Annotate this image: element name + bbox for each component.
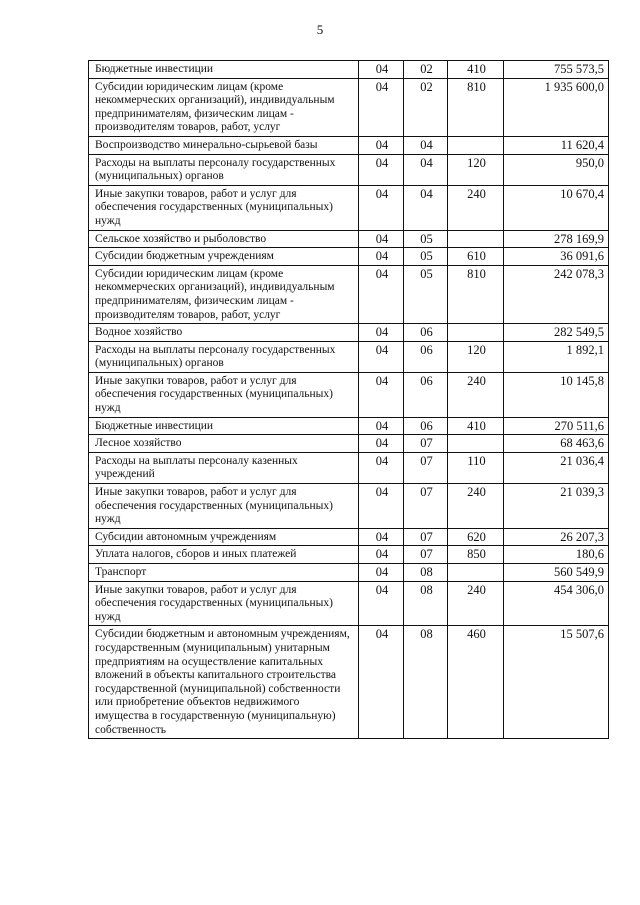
row-subsection-code-cell: 06 <box>404 417 448 435</box>
table-row <box>89 185 609 230</box>
row-amount-cell: 242 078,3 <box>504 265 609 323</box>
row-amount-cell: 282 549,5 <box>504 324 609 342</box>
table-row <box>89 452 609 483</box>
row-amount-cell: 180,6 <box>504 546 609 564</box>
row-subsection-code-cell: 08 <box>404 626 448 739</box>
row-expense-type-cell: 810 <box>448 265 504 323</box>
row-section-code-cell: 04 <box>359 372 404 417</box>
row-amount-cell: 755 573,5 <box>504 61 609 79</box>
row-expense-type-cell: 110 <box>448 452 504 483</box>
row-name-cell: Субсидии юридическим лицам (кроме некоммерческих организаций), индивидуальным предпринимателям, физическим лицам - производителям товаров, работ, услуг <box>89 265 359 323</box>
row-section-code-cell: 04 <box>359 265 404 323</box>
row-section-code-cell: 04 <box>359 78 404 136</box>
row-expense-type-cell: 610 <box>448 248 504 266</box>
row-expense-type-cell: 120 <box>448 341 504 372</box>
row-name-cell: Уплата налогов, сборов и иных платежей <box>89 546 359 564</box>
row-subsection-code-cell: 08 <box>404 581 448 626</box>
row-section-code-cell: 04 <box>359 136 404 154</box>
row-amount-cell: 950,0 <box>504 154 609 185</box>
row-amount-cell: 36 091,6 <box>504 248 609 266</box>
row-name-cell: Бюджетные инвестиции <box>89 61 359 79</box>
row-name-cell: Субсидии юридическим лицам (кроме некоммерческих организаций), индивидуальным предпринимателям, физическим лицам - производителям товаров, работ, услуг <box>89 78 359 136</box>
row-name-cell: Водное хозяйство <box>89 324 359 342</box>
table-row <box>89 248 609 266</box>
row-expense-type-cell: 410 <box>448 61 504 79</box>
table-row <box>89 546 609 564</box>
row-section-code-cell: 04 <box>359 230 404 248</box>
row-name-cell: Бюджетные инвестиции <box>89 417 359 435</box>
row-expense-type-cell <box>448 230 504 248</box>
row-expense-type-cell: 240 <box>448 581 504 626</box>
row-section-code-cell: 04 <box>359 185 404 230</box>
table-row <box>89 341 609 372</box>
row-amount-cell: 26 207,3 <box>504 528 609 546</box>
row-subsection-code-cell: 08 <box>404 564 448 582</box>
row-subsection-code-cell: 07 <box>404 435 448 453</box>
table-row <box>89 324 609 342</box>
row-amount-cell: 11 620,4 <box>504 136 609 154</box>
row-subsection-code-cell: 06 <box>404 372 448 417</box>
row-amount-cell: 454 306,0 <box>504 581 609 626</box>
table-row <box>89 564 609 582</box>
row-name-cell: Транспорт <box>89 564 359 582</box>
row-section-code-cell: 04 <box>359 324 404 342</box>
row-expense-type-cell: 850 <box>448 546 504 564</box>
row-name-cell: Сельское хозяйство и рыболовство <box>89 230 359 248</box>
row-amount-cell: 1 892,1 <box>504 341 609 372</box>
row-section-code-cell: 04 <box>359 546 404 564</box>
row-section-code-cell: 04 <box>359 248 404 266</box>
row-expense-type-cell: 120 <box>448 154 504 185</box>
row-expense-type-cell: 410 <box>448 417 504 435</box>
row-name-cell: Расходы на выплаты персоналу государственных (муниципальных) органов <box>89 154 359 185</box>
row-name-cell: Лесное хозяйство <box>89 435 359 453</box>
table-row <box>89 372 609 417</box>
row-subsection-code-cell: 06 <box>404 341 448 372</box>
row-subsection-code-cell: 02 <box>404 61 448 79</box>
row-name-cell: Воспроизводство минерально-сырьевой базы <box>89 136 359 154</box>
row-subsection-code-cell: 07 <box>404 484 448 529</box>
row-section-code-cell: 04 <box>359 417 404 435</box>
row-subsection-code-cell: 07 <box>404 546 448 564</box>
row-name-cell: Иные закупки товаров, работ и услуг для обеспечения государственных (муниципальных) нужд <box>89 185 359 230</box>
budget-table-body <box>89 61 609 739</box>
table-row <box>89 528 609 546</box>
row-name-cell: Иные закупки товаров, работ и услуг для обеспечения государственных (муниципальных) нужд <box>89 484 359 529</box>
row-section-code-cell: 04 <box>359 435 404 453</box>
row-section-code-cell: 04 <box>359 61 404 79</box>
row-amount-cell: 278 169,9 <box>504 230 609 248</box>
row-section-code-cell: 04 <box>359 528 404 546</box>
table-row <box>89 581 609 626</box>
row-subsection-code-cell: 07 <box>404 452 448 483</box>
row-expense-type-cell: 240 <box>448 484 504 529</box>
table-row <box>89 265 609 323</box>
row-expense-type-cell: 240 <box>448 372 504 417</box>
row-name-cell: Субсидии бюджетным и автономным учреждениям, государственным (муниципальным) унитарным предприятиям на осуществление капитальных вложений в объекты капитального строительства государственной (муниципальной) собственности или приобретение объектов недвижимого имущества в государственную (муниципальную) собственность <box>89 626 359 739</box>
page-number: 5 <box>316 22 324 37</box>
row-subsection-code-cell: 05 <box>404 265 448 323</box>
row-subsection-code-cell: 05 <box>404 230 448 248</box>
table-row <box>89 136 609 154</box>
row-name-cell: Субсидии автономным учреждениям <box>89 528 359 546</box>
row-section-code-cell: 04 <box>359 452 404 483</box>
row-section-code-cell: 04 <box>359 484 404 529</box>
row-section-code-cell: 04 <box>359 154 404 185</box>
table-row <box>89 484 609 529</box>
row-name-cell: Расходы на выплаты персоналу казенных учреждений <box>89 452 359 483</box>
row-expense-type-cell: 460 <box>448 626 504 739</box>
row-amount-cell: 10 670,4 <box>504 185 609 230</box>
row-section-code-cell: 04 <box>359 626 404 739</box>
row-name-cell: Иные закупки товаров, работ и услуг для обеспечения государственных (муниципальных) нужд <box>89 372 359 417</box>
table-row <box>89 626 609 739</box>
row-expense-type-cell <box>448 564 504 582</box>
row-name-cell: Иные закупки товаров, работ и услуг для обеспечения государственных (муниципальных) нужд <box>89 581 359 626</box>
table-row <box>89 435 609 453</box>
table-row <box>89 154 609 185</box>
row-section-code-cell: 04 <box>359 341 404 372</box>
row-amount-cell: 10 145,8 <box>504 372 609 417</box>
row-expense-type-cell: 810 <box>448 78 504 136</box>
budget-table <box>88 60 609 739</box>
table-row <box>89 417 609 435</box>
row-expense-type-cell <box>448 136 504 154</box>
row-subsection-code-cell: 06 <box>404 324 448 342</box>
row-amount-cell: 15 507,6 <box>504 626 609 739</box>
row-amount-cell: 21 036,4 <box>504 452 609 483</box>
row-subsection-code-cell: 07 <box>404 528 448 546</box>
row-section-code-cell: 04 <box>359 564 404 582</box>
row-subsection-code-cell: 05 <box>404 248 448 266</box>
row-expense-type-cell: 620 <box>448 528 504 546</box>
row-expense-type-cell <box>448 435 504 453</box>
row-amount-cell: 560 549,9 <box>504 564 609 582</box>
row-subsection-code-cell: 02 <box>404 78 448 136</box>
row-subsection-code-cell: 04 <box>404 136 448 154</box>
table-row <box>89 78 609 136</box>
row-amount-cell: 68 463,6 <box>504 435 609 453</box>
row-subsection-code-cell: 04 <box>404 185 448 230</box>
row-amount-cell: 21 039,3 <box>504 484 609 529</box>
table-row <box>89 61 609 79</box>
row-expense-type-cell: 240 <box>448 185 504 230</box>
table-row <box>89 230 609 248</box>
row-expense-type-cell <box>448 324 504 342</box>
row-amount-cell: 270 511,6 <box>504 417 609 435</box>
row-amount-cell: 1 935 600,0 <box>504 78 609 136</box>
row-section-code-cell: 04 <box>359 581 404 626</box>
row-subsection-code-cell: 04 <box>404 154 448 185</box>
row-name-cell: Субсидии бюджетным учреждениям <box>89 248 359 266</box>
row-name-cell: Расходы на выплаты персоналу государственных (муниципальных) органов <box>89 341 359 372</box>
